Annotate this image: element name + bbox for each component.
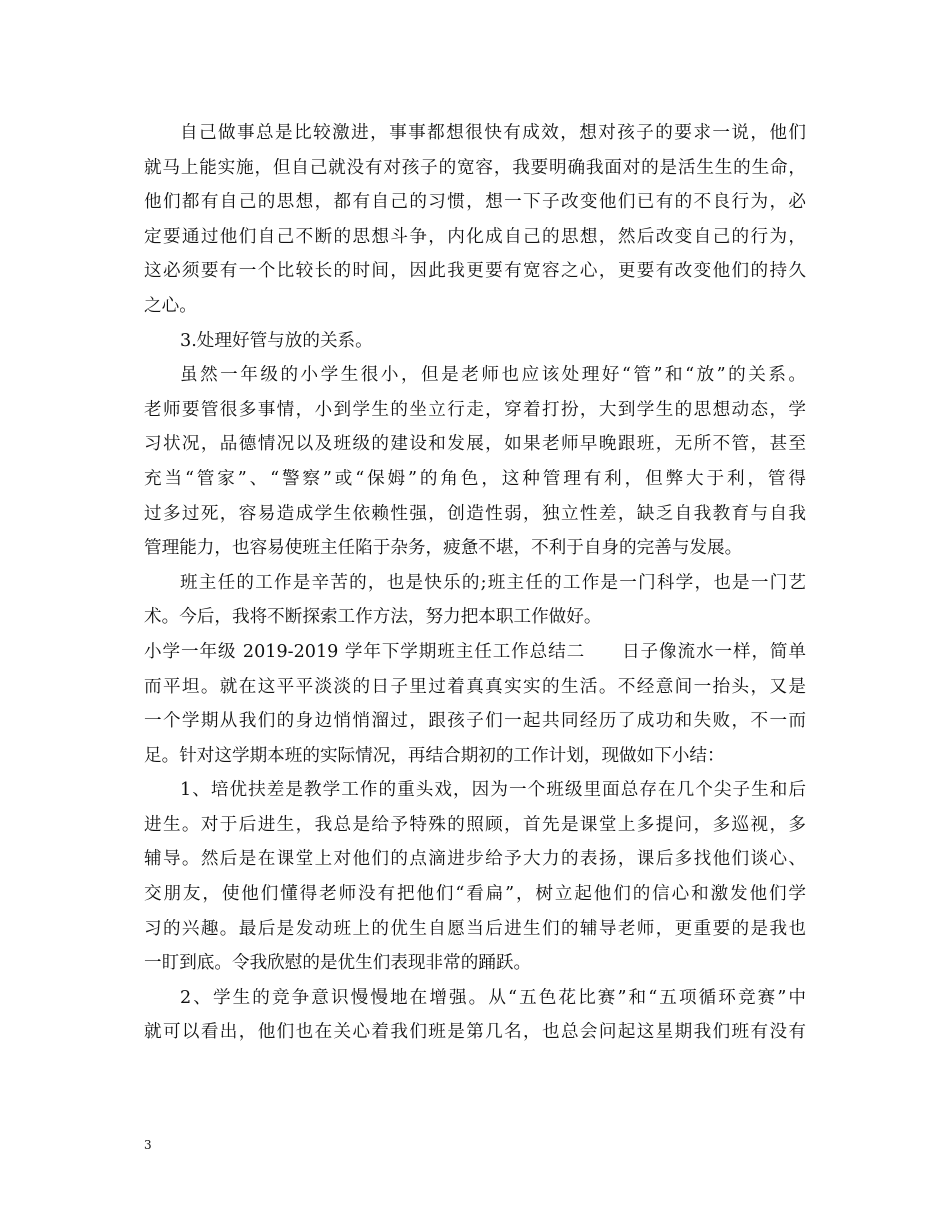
text-line: 充当“管家”、“警察”或“保姆”的角色，这种管理有利，但弊大于利，管得 [144, 468, 806, 489]
text-line: 2、学生的竞争意识慢慢地在增强。从“五色花比赛”和“五项循环竞赛”中 [180, 987, 806, 1008]
text-line: 过多过死，容易造成学生依赖性强，创造性弱，独立性差，缺乏自我教育与自我 [144, 503, 806, 524]
text-line: 就马上能实施，但自己就没有对孩子的宽容，我要明确我面对的是活生生的生命， [144, 157, 806, 178]
text-line: 就可以看出，他们也在关心着我们班是第几名，也总会问起这星期我们班有没有 [144, 1022, 806, 1043]
text-line: 1、培优扶差是教学工作的重头戏，因为一个班级里面总存在几个尖子生和后 [180, 780, 806, 801]
text-line: 他们都有自己的思想，都有自己的习惯，想一下子改变他们已有的不良行为，必 [144, 192, 806, 213]
page-number: 3 [144, 1138, 152, 1152]
text-line: 班主任的工作是辛苦的，也是快乐的;班主任的工作是一门科学，也是一门艺 [180, 572, 806, 593]
text-line: 自己做事总是比较激进，事事都想很快有成效，想对孩子的要求一说，他们 [180, 123, 806, 143]
text-line: 小学一年级 2019-2019 学年下学期班主任工作总结二 日子像流水一样，简单 [144, 641, 806, 662]
text-line: 习的兴趣。最后是发动班上的优生自愿当后进生们的辅导老师，更重要的是我也 [144, 918, 806, 939]
text-line: 术。今后，我将不断探索工作方法，努力把本职工作做好。 [144, 607, 602, 628]
text-line: 一盯到底。令我欣慰的是优生们表现非常的踊跃。 [144, 953, 532, 974]
text-line: 管理能力，也容易使班主任陷于杂务，疲惫不堪，不利于自身的完善与发展。 [144, 538, 743, 559]
text-line: 老师要管很多事情，小到学生的坐立行走，穿着打扮，大到学生的思想动态，学 [144, 399, 806, 420]
text-line: 一个学期从我们的身边悄悄溜过，跟孩子们一起共同经历了成功和失败，不一而 [144, 711, 806, 732]
body-text [144, 116, 806, 1050]
text-line: 定要通过他们自己不断的思想斗争，内化成自己的思想，然后改变自己的行为， [144, 226, 806, 247]
text-line: 这必须要有一个比较长的时间，因此我更要有宽容之心，更要有改变他们的持久 [144, 261, 806, 282]
text-line: 而平坦。就在这平平淡淡的日子里过着真真实实的生活。不经意间一抬头，又是 [144, 676, 806, 697]
text-line: 3.处理好管与放的关系。 [180, 330, 373, 351]
text-line: 虽然一年级的小学生很小，但是老师也应该处理好“管”和“放”的关系。 [180, 365, 806, 386]
text-line: 进生。对于后进生，我总是给予特殊的照顾，首先是课堂上多提问，多巡视，多 [144, 814, 806, 835]
text-line: 足。针对这学期本班的实际情况，再结合期初的工作计划，现做如下小结： [144, 745, 725, 766]
text-line: 之心。 [144, 295, 197, 316]
text-line: 习状况，品德情况以及班级的建设和发展，如果老师早晚跟班，无所不管，甚至 [144, 434, 806, 455]
text-line: 交朋友，使他们懂得老师没有把他们“看扁”，树立起他们的信心和激发他们学 [144, 884, 806, 905]
text-line: 辅导。然后是在课堂上对他们的点滴进步给予大力的表扬，课后多找他们谈心、 [144, 849, 806, 870]
